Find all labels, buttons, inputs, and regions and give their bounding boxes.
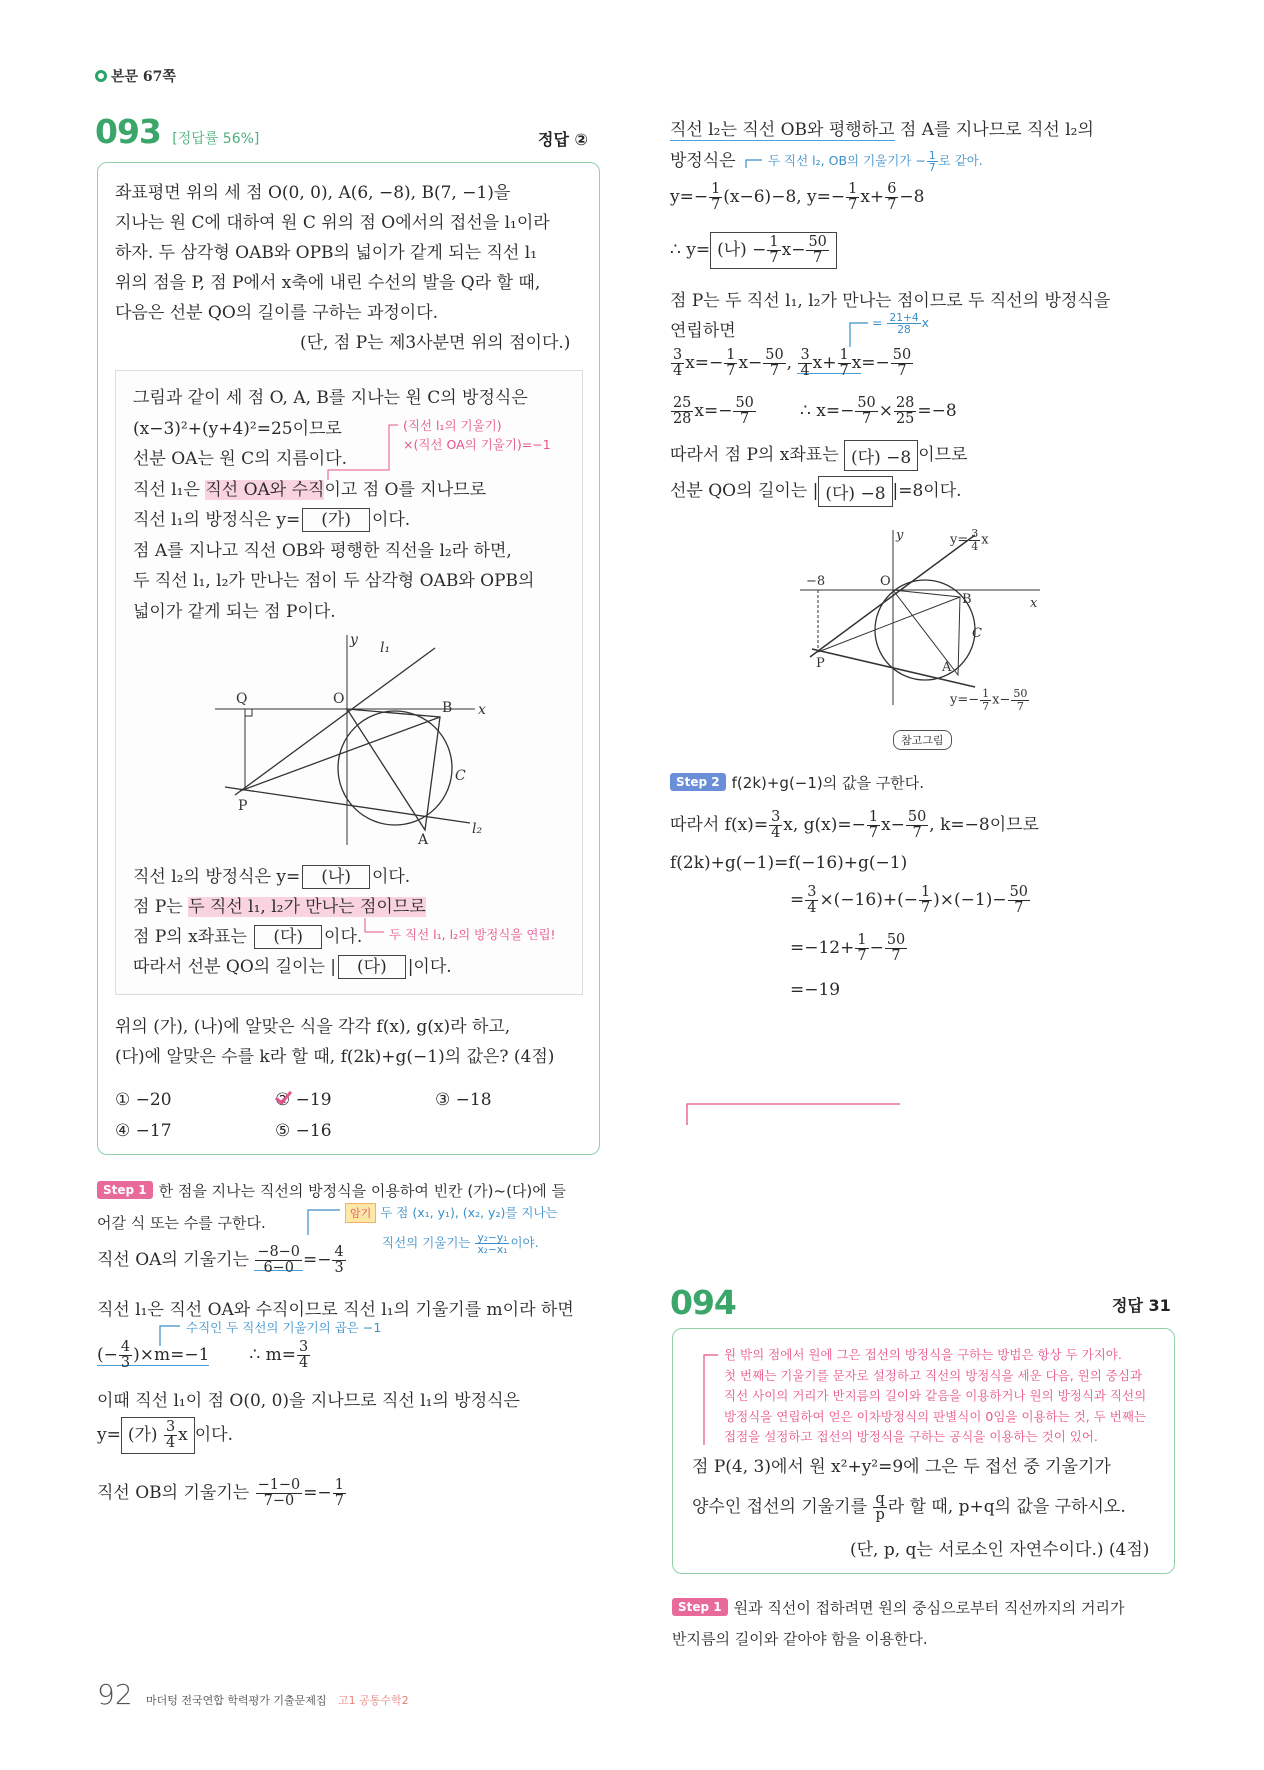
proof-line (133, 952, 452, 982)
step-title: f(2k)+g(−1)의 값을 구한다. (731, 774, 925, 792)
right-line: 연립하면 (670, 321, 736, 341)
sum-note: = $\frac{21+4}{28}$ x (872, 311, 929, 337)
step1-heading (97, 1180, 566, 1201)
step-title: 어갈 식 또는 수를 구한다. (97, 1214, 266, 1232)
step2-badge: Step 2 (670, 773, 726, 791)
answer-box-na: (나) − $\frac{1}{7}$ x− $\frac{50}{7}$ (710, 232, 837, 269)
text: 따라서 선분 QO의 길이는 | (133, 957, 337, 977)
note-line: 원 밖의 점에서 원에 그은 접선의 방정식을 구하는 방법은 항상 두 가지야. (724, 1347, 1122, 1362)
text: ∴ y= (670, 240, 711, 261)
label-l1: l₁ (380, 640, 391, 656)
line-l1 (235, 648, 435, 795)
label-y: y (896, 528, 904, 543)
proof-line: 점 A를 지나고 직선 OB와 평행한 직선을 l₂라 하면, (133, 540, 512, 561)
text: 점 A를 지나므로 직선 l₂의 (894, 120, 1094, 140)
fraction: $\frac{1}{7}$ (848, 181, 858, 214)
right-line (670, 476, 962, 507)
fraction: $\frac{1}{7}$ (928, 149, 936, 175)
fraction: $\frac{3}{4}$ (165, 1419, 176, 1452)
label-l2: l₂ (472, 821, 483, 837)
text: |=8이다. (892, 481, 962, 501)
text: 이므로 (918, 445, 968, 465)
fraction: $\frac{1}{7}$ (769, 234, 779, 267)
fraction: $\frac{21+4}{28}$ (889, 311, 919, 337)
oa-slope (97, 1245, 347, 1276)
perp-line: 직선 l₁은 직선 OA와 수직이므로 직선 l₁의 기울기를 m이라 하면 (97, 1300, 574, 1320)
note-line: (직선 l₁의 기울기) (403, 418, 502, 433)
fraction: $\frac{q}{p}$ (875, 1491, 885, 1524)
parallel-note: 두 직선 l₂, OB의 기울기가 − $\frac{1}{7}$ 로 같아. (768, 149, 983, 175)
fraction: $\frac{25}{28}$ (673, 395, 692, 428)
text: 직선 l₁의 방정식은 y= (133, 510, 301, 530)
problem-line: 점 P(4, 3)에서 원 x²+y²=9에 그은 두 접선 중 기울기가 (692, 1457, 1111, 1477)
step1-badge: Step 1 (97, 1181, 153, 1199)
fraction: $\frac{1}{7}$ (726, 347, 736, 380)
fraction: $\frac{-8-0}{6-0}$ (257, 1244, 300, 1277)
fraction: $\frac{50}{7}$ (735, 395, 754, 428)
memo (345, 1203, 558, 1223)
problem-line: 좌표평면 위의 세 점 O(0, 0), A(6, −8), B(7, −1)을 (115, 183, 511, 203)
choice-value: −17 (135, 1121, 172, 1141)
label-x: x (1030, 596, 1038, 611)
step-title: 원과 직선이 접하려면 원의 중심으로부터 직선까지의 거리가 (733, 1599, 1125, 1617)
text: 따라서 점 P의 x좌표는 (670, 445, 845, 465)
ga-result (97, 1417, 233, 1454)
through-line: 이때 직선 l₁이 점 O(0, 0)을 지나므로 직선 l₁의 방정식은 (97, 1391, 520, 1411)
right-line (670, 440, 967, 471)
choice-3[interactable] (435, 1085, 492, 1116)
arrow-icon (687, 1104, 900, 1125)
fraction: $\frac{-1-0}{7-0}$ (257, 1477, 301, 1510)
math: $\frac{3}{4}$ x+ $\frac{1}{7}$ x (797, 353, 861, 374)
step1-badge: Step 1 (672, 1598, 728, 1616)
highlight: 두 직선 l₁, l₂가 만나는 점이므로 (188, 897, 426, 917)
proof-line: 넓이가 같게 되는 점 P이다. (133, 601, 336, 622)
label-b: B (962, 592, 972, 607)
fraction: $\frac{28}{25}$ (895, 395, 915, 428)
memo-badge: 암기 (345, 1203, 376, 1223)
choice-mark: ① (115, 1090, 131, 1110)
memo-line: 두 점 (x₁, y₁), (x₂, y₂)를 지나는 (380, 1205, 558, 1220)
segment-pb (240, 717, 440, 791)
choice-value: −19 (295, 1090, 332, 1110)
ob-slope: 직선 OB의 기울기는 $\frac{-1-0}{7-0}$ =− $\frac{1}{7}$ (97, 1477, 344, 1510)
label-minus8: −8 (806, 574, 826, 589)
note-line: 방정식을 연립하여 얻은 이차방정식의 판별식이 0임을 이용하는 것, 두 번째는 (724, 1408, 1147, 1424)
label-a: A (942, 660, 952, 675)
choice-mark: ③ (435, 1090, 451, 1110)
label-p: P (816, 656, 825, 671)
answer-label: 정답 31 (1112, 1296, 1171, 1315)
figure-caption: 참고그림 (893, 730, 952, 750)
text: 이다. (371, 867, 411, 887)
choice-mark: ④ (115, 1121, 131, 1141)
arrow-icon (746, 160, 762, 168)
choice-2[interactable] (275, 1085, 435, 1116)
fraction: $\frac{50}{7}$ (907, 809, 927, 842)
blank-ga: (가) (302, 508, 370, 532)
arrow-icon (328, 425, 398, 480)
choices (115, 1085, 575, 1147)
text: 이다. (194, 1425, 233, 1446)
fraction: $\frac{50}{7}$ (1009, 884, 1028, 917)
step2-line: =−12+ $\frac{1}{7}$ − $\frac{50}{7}$ (790, 932, 906, 965)
memo-line: 직선의 기울기는 $\frac{\text{y₂−y₁}}{\text{x₂−x₁}}$ 이야. (382, 1231, 539, 1257)
tangent-note (724, 1345, 1146, 1448)
perp-note: 수직인 두 직선의 기울기의 곱은 −1 (186, 1320, 382, 1335)
text: 이다. (324, 927, 363, 947)
fraction: $\frac{1}{7}$ (868, 809, 879, 842)
problem-condition: (단, p, q는 서로소인 자연수이다.) (4점) (850, 1540, 1150, 1560)
fraction: $\frac{1}{7}$ (982, 687, 990, 713)
problem-line: 다음은 선분 QO의 길이를 구하는 과정이다. (115, 303, 439, 323)
math: =− $\frac{4}{3}$ (302, 1244, 344, 1277)
proof-line: 두 직선 l₁, l₂가 만나는 점이 두 삼각형 OAB와 OPB의 (133, 571, 535, 591)
label-b: B (442, 700, 453, 716)
proof-line: 선분 OA는 원 C의 지름이다. (133, 449, 348, 469)
problem-line: 하자. 두 삼각형 OAB와 OPB의 넓이가 같게 되는 직선 l₁ (115, 243, 538, 263)
subject: 고1 공통수학2 (337, 1694, 409, 1707)
note-line: 직선 사이의 거리가 반지름의 길이와 같음을 이용하거나 원의 방정식과 직선의 (724, 1388, 1147, 1403)
fraction: $\frac{3}{4}$ (971, 527, 979, 553)
problem-condition: (단, 점 P는 제3사분면 위의 점이다.) (300, 333, 571, 353)
problem-line: 위의 점을 P, 점 P에서 x축에 내린 수선의 발을 Q라 할 때, (115, 273, 541, 293)
footer (97, 1678, 409, 1711)
fraction: $\frac{1}{7}$ (711, 181, 721, 214)
fraction: $\frac{\text{y₂−y₁}}{\text{x₂−x₁}}$ (477, 1231, 508, 1257)
label-a: A (418, 832, 429, 848)
fraction: $\frac{6}{7}$ (887, 181, 897, 214)
text: 직선 l₂는 직선 OB와 평행하고 (670, 120, 895, 140)
problem-line: 양수인 접선의 기울기를 $\frac{q}{p}$ 라 할 때, p+q의 값을 구하시오. (692, 1491, 1126, 1524)
fraction: $\frac{50}{7}$ (1013, 687, 1028, 713)
right-line (670, 115, 1094, 140)
proof-line (133, 892, 452, 922)
step1-heading (672, 1597, 1125, 1618)
note-line: 접점을 설정하고 접선의 방정식을 구하는 공식을 이용하는 것이 있어. (724, 1429, 1098, 1444)
circle-c (338, 711, 452, 825)
answer-box-da: (다) −8 (844, 440, 918, 471)
book-title: 마더텅 전국연합 학력평가 기출문제집 (146, 1694, 327, 1707)
proof-line: 그림과 같이 세 점 O, A, B를 지나는 원 C의 방정식은 (133, 388, 528, 408)
problem-number: 093 (95, 112, 161, 151)
blank-na: (나) (302, 865, 370, 889)
fraction: $\frac{3}{4}$ (298, 1339, 309, 1372)
right-line (670, 348, 914, 379)
fraction: $\frac{50}{7}$ (765, 347, 784, 380)
label-o: O (333, 691, 345, 707)
arrow-icon (850, 323, 868, 347)
step2-line: = $\frac{3}{4}$ ×(−16)+(− $\frac{1}{7}$ )×(−1)− $\frac{50}{7}$ (790, 884, 1028, 917)
circle-c (875, 580, 975, 680)
step2-line: =−19 (790, 980, 841, 1000)
segment-pb (818, 597, 960, 652)
math (254, 1244, 303, 1277)
proof-text-bottom (133, 862, 452, 982)
problem-line: 지나는 원 C에 대하여 원 C 위의 점 O에서의 접선을 l₁이라 (115, 213, 550, 233)
fraction: $\frac{1}{7}$ (334, 1477, 344, 1510)
note-line: 첫 번째는 기울기를 문자로 설정하고 직선의 방정식을 세운 다음, 원의 중심과 (724, 1367, 1143, 1383)
page-number: 92 (97, 1678, 133, 1711)
answer-box-ga: (가) $\frac{3}{4}$ x (121, 1417, 195, 1454)
text: 이다. (371, 510, 411, 530)
correct-rate: [정답률 56%] (172, 131, 260, 147)
answer-box-da: (다) −8 (818, 476, 892, 507)
problem-number: 094 (670, 1283, 736, 1322)
choice-value: −16 (295, 1121, 332, 1141)
fraction: $\frac{3}{4}$ (800, 347, 810, 380)
choice-value: −18 (455, 1090, 492, 1110)
fraction: $\frac{4}{3}$ (334, 1244, 344, 1277)
text: 직선 l₂의 방정식은 y= (133, 867, 301, 887)
proof-line: (x−3)²+(y+4)²=25이므로 (133, 418, 342, 439)
fraction: $\frac{3}{4}$ (673, 347, 683, 380)
text: 점 P의 x좌표는 (133, 927, 253, 947)
answer-label: 정답 ② (538, 130, 589, 149)
label-eq2: y=− $\frac{1}{7}$ x− $\frac{50}{7}$ (950, 687, 1028, 713)
text: 점 P는 (133, 897, 189, 917)
na-result (670, 232, 837, 269)
reference-text: 본문 67쪽 (111, 69, 176, 85)
text: y= (97, 1425, 121, 1446)
fraction: $\frac{1}{7}$ (839, 347, 849, 380)
question (115, 1012, 554, 1072)
step-title: 한 점을 지나는 직선의 방정식을 이용하여 빈칸 (가)~(다)에 들 (158, 1182, 567, 1200)
math: (− $\frac{4}{3}$ )×m=−1 (97, 1339, 210, 1372)
simultaneous-note: 두 직선 l₁, l₂의 방정식을 연립! (389, 927, 556, 942)
fraction: $\frac{50}{7}$ (857, 395, 876, 428)
fraction: $\frac{4}{3}$ (120, 1339, 131, 1372)
blank-da: (다) (254, 925, 322, 949)
choice-value: −20 (135, 1090, 172, 1110)
proof-line (133, 862, 452, 892)
fraction: $\frac{3}{4}$ (771, 809, 781, 842)
right-line: 점 P는 두 직선 l₁, l₂가 만나는 점이므로 두 직선의 방정식을 (670, 291, 1111, 311)
right-angle-mark (245, 709, 252, 716)
fraction: $\frac{1}{7}$ (920, 884, 931, 917)
label-q: Q (236, 691, 248, 707)
label-c: C (972, 626, 982, 641)
fraction: $\frac{50}{7}$ (808, 234, 827, 267)
text: 직선 l₁은 (133, 479, 206, 500)
choice-mark: ⑤ (275, 1121, 291, 1141)
fraction: $\frac{50}{7}$ (892, 347, 912, 380)
text: 선분 QO의 길이는 | (670, 481, 819, 501)
step2-line: f(2k)+g(−1)=f(−16)+g(−1) (670, 853, 908, 873)
step-title: 반지름의 길이와 같아야 함을 이용한다. (672, 1630, 928, 1648)
right-line: $\frac{25}{28}$ x=− $\frac{50}{7}$ ∴ x=− $\frac{50}{7}$ × $\frac{28}{25}$ =−8 (673, 395, 957, 428)
math: =− $\frac{50}{7}$ (861, 347, 912, 380)
fraction: $\frac{50}{7}$ (886, 932, 906, 965)
highlight: 직선 OA와 수직 (205, 479, 325, 500)
choice-mark: ② (275, 1090, 291, 1110)
label-o: O (880, 574, 891, 589)
fraction: $\frac{3}{4}$ (807, 884, 817, 917)
right-line: 방정식은 (670, 151, 736, 171)
label-y: y (350, 632, 358, 648)
right-line: y=− $\frac{1}{7}$ (x−6)−8, y=− $\frac{1}{7}$ x+ $\frac{6}{7}$ −8 (670, 181, 925, 214)
label-c: C (455, 768, 466, 784)
arrow-icon (308, 1210, 340, 1235)
m-equation (97, 1340, 311, 1371)
fraction: $\frac{1}{7}$ (857, 932, 867, 965)
math: ∴ m= $\frac{3}{4}$ (249, 1339, 309, 1372)
step2-heading (670, 772, 924, 793)
math: $\frac{3}{4}$ x=− $\frac{1}{7}$ x− $\frac{50}{7}$ , (673, 347, 798, 380)
text: |이다. (407, 957, 452, 977)
blank-da: (다) (338, 955, 406, 979)
choice-1[interactable] (115, 1085, 275, 1116)
text: 이고 점 O를 지나므로 (324, 479, 486, 500)
question-line: 위의 (가), (나)에 알맞은 식을 각각 f(x), g(x)라 하고, (115, 1017, 511, 1037)
text: 직선 OA의 기울기는 (97, 1250, 255, 1271)
label-x: x (478, 702, 486, 718)
question-line: (다)에 알맞은 수를 k라 할 때, f(2k)+g(−1)의 값은? (4점) (115, 1047, 555, 1067)
choice-5[interactable] (275, 1116, 332, 1147)
label-eq1: y= $\frac{3}{4}$ x (950, 527, 989, 553)
figure-093 (200, 630, 500, 850)
choice-4[interactable] (115, 1116, 275, 1147)
note-line: ×(직선 OA의 기울기)=−1 (403, 437, 551, 452)
step2-line: 따라서 f(x)= $\frac{3}{4}$ x, g(x)=− $\frac{1}{7}$ x− $\frac{50}{7}$ , k=−8이므로 (670, 809, 1039, 842)
label-p: P (238, 798, 248, 814)
